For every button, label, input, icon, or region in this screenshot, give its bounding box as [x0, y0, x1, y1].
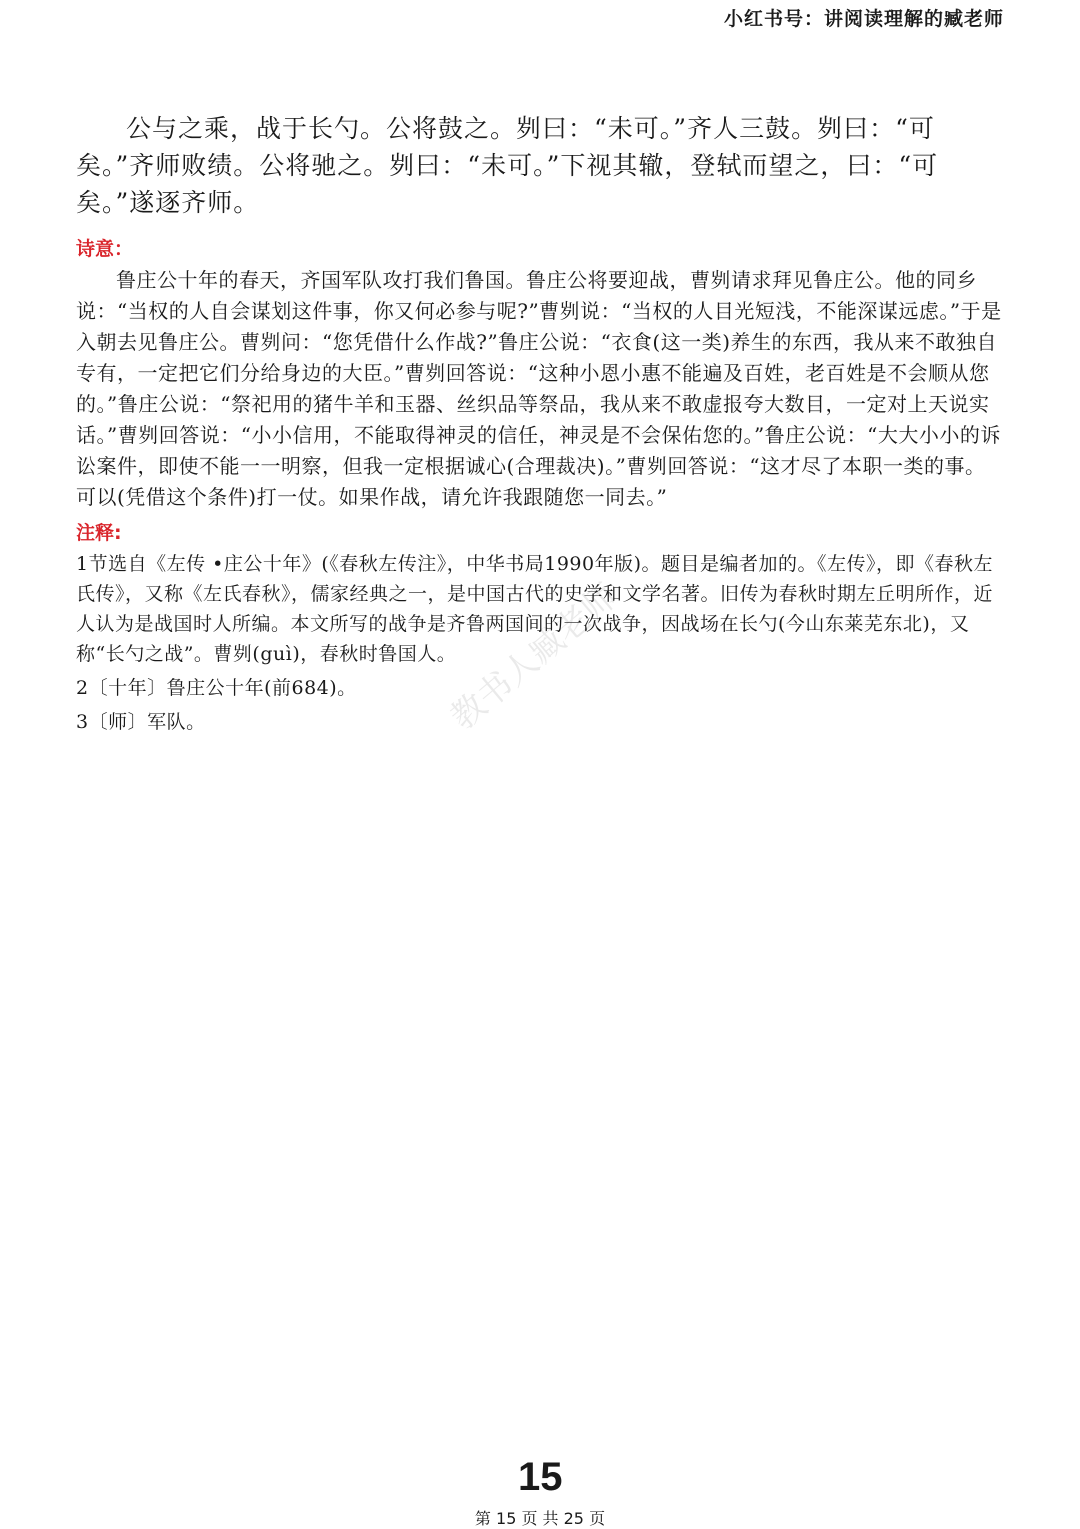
page-number-large: 15 [518, 1455, 563, 1499]
notes-list [76, 549, 1006, 737]
notes-title: 注释: [76, 522, 122, 544]
note-item: 3〔师〕军队。 [76, 711, 206, 733]
account-header: 小红书号：讲阅读理解的臧老师 [723, 8, 1004, 30]
note-item: 1节选自《左传 •庄公十年》(《春秋左传注》，中华书局1990年版)。题目是编者加的。《左传》，即《春秋左氏传》，又称《左氏春秋》，儒家经典之一，是中国古代的史学和文学名著。旧传为春秋时期左丘明所作，近人认为是战国时人所编。本文所写的战争是齐鲁两国间的一次战争，因战场在长勺(今山东莱芜东北)，又称“长勺之战”。曹刿(guì)，春秋时鲁国人。 [76, 553, 994, 665]
classical-paragraph-1: 公与之乘，战于长勺。公将鼓之。刿曰：“未可。”齐人三鼓。刿曰：“可矣。”齐师败绩。公将驰之。刿曰：“未可。”下视其辙，登轼而望之，曰：“可矣。”遂逐齐师。 [76, 114, 939, 217]
translation-text [76, 265, 1006, 513]
note-item: 2〔十年〕鲁庄公十年(前684)。 [76, 677, 357, 699]
watermark: 教书人臧老师 [443, 576, 626, 739]
translation-paragraph-1: 鲁庄公十年的春天，齐国军队攻打我们鲁国。鲁庄公将要迎战，曹刿请求拜见鲁庄公。他的同乡说：“当权的人自会谋划这件事，你又何必参与呢?”曹刿说：“当权的人目光短浅，不能深谋远虑。”于是入朝去见鲁庄公。曹刿问：“您凭借什么作战?”鲁庄公说：“衣食(这一类)养生的东西，我从来不敢独自专有，一定把它们分给身边的大臣。”曹刿回答说：“这种小恩小惠不能遍及百姓，老百姓是不会顺从您的。”鲁庄公说：“祭祀用的猪牛羊和玉器、丝织品等祭品，我从来不敢虚报夸大数目，一定对上天说实话。”曹刿回答说：“小小信用，不能取得神灵的信任，神灵是不会保佑您的。”鲁庄公说：“大大小小的诉讼案件，即使不能一一明察，但我一定根据诚心(合理裁决)。”曹刿回答说：“这才尽了本职一类的事。可以(凭借这个条件)打一仗。如果作战，请允许我跟随您一同去。” [76, 268, 1002, 509]
classical-text [76, 110, 1006, 221]
translation-title: 诗意： [76, 238, 134, 260]
document-body [76, 110, 1006, 741]
page-footer: 第 15 页 共 25 页 [474, 1509, 606, 1528]
